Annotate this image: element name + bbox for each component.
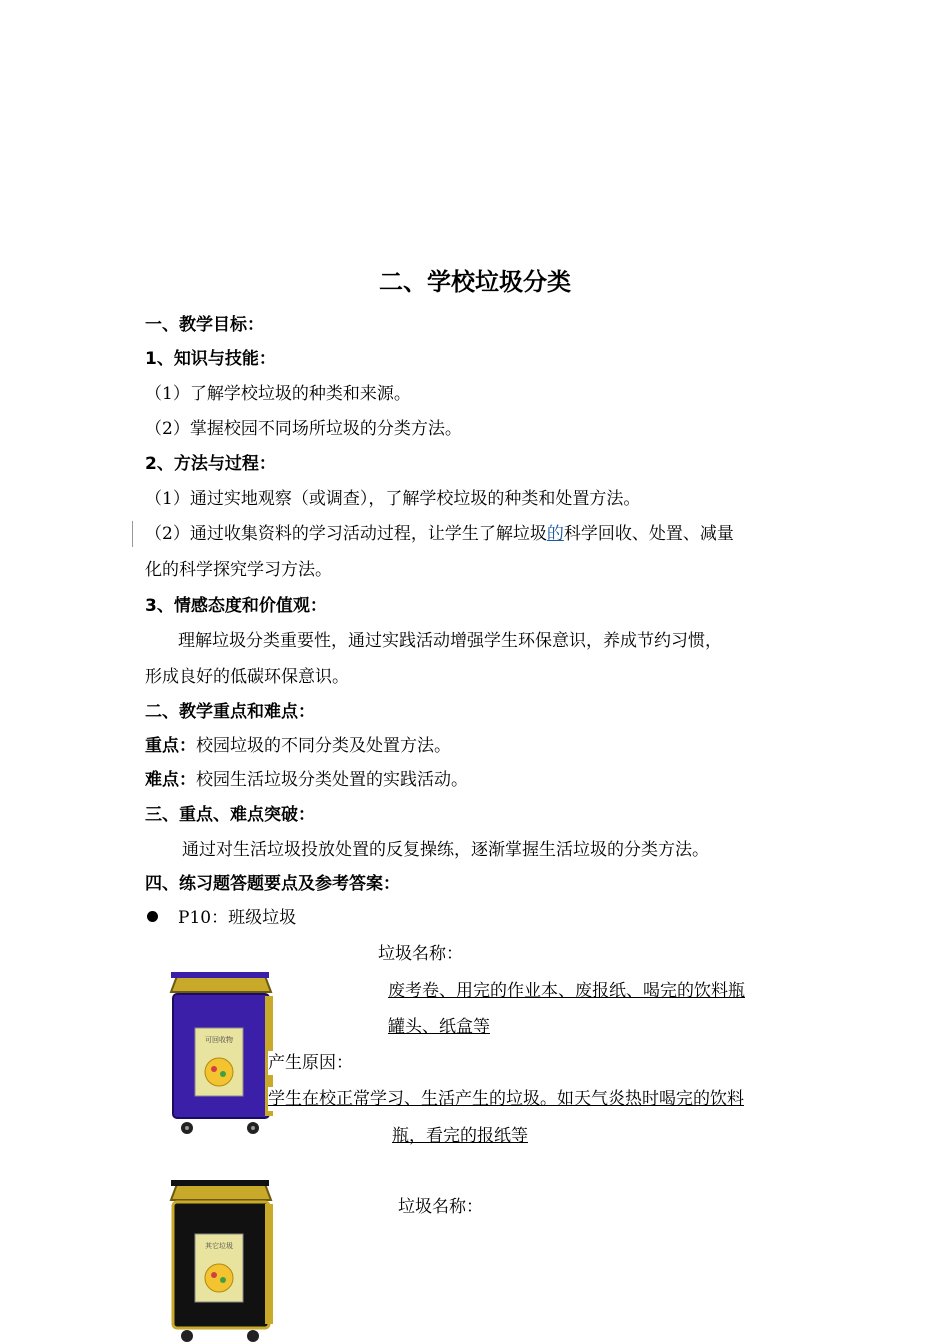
- bin1-reason-label: 产生原因：: [268, 1053, 353, 1073]
- bin1-reason-line2: 瓶，看完的报纸等: [392, 1126, 528, 1146]
- other-waste-bin-icon: [165, 1178, 277, 1344]
- knowledge-item-2: （2）掌握校园不同场所垃圾的分类方法。: [145, 419, 462, 439]
- breakthrough-heading: 三、重点、难点突破：: [145, 805, 315, 825]
- bin1-name-line2-text: 罐头、纸盒等: [388, 1017, 490, 1037]
- recycling-bin-icon: [165, 970, 277, 1140]
- page-title: 二、学校垃圾分类: [379, 268, 571, 296]
- blank-underline: [490, 1015, 684, 1039]
- key-heading: 二、教学重点和难点：: [145, 702, 315, 722]
- bin1-reason-line1: 学生在校正常学习、生活产生的垃圾。如天气炎热时喝完的饮料: [268, 1089, 744, 1109]
- attitude-heading: 3、情感态度和价值观：: [145, 596, 327, 616]
- difficult-label: 难点：: [145, 770, 196, 790]
- attitude-text-1: 理解垃圾分类重要性，通过实践活动增强学生环保意识，养成节约习惯，: [178, 631, 722, 651]
- method-item-2-link[interactable]: 的: [546, 524, 564, 544]
- knowledge-heading: 1、知识与技能：: [145, 349, 276, 369]
- key-label: 重点：: [145, 736, 196, 756]
- bullet-text: P10：班级垃圾: [178, 908, 297, 928]
- exercise-heading: 四、练习题答题要点及参考答案：: [145, 874, 400, 894]
- method-item-2: [145, 522, 734, 546]
- method-item-2-end: 科学回收、处置、减量: [563, 524, 734, 544]
- revision-bar: [132, 521, 133, 547]
- bin1-name-line1: 废考卷、用完的作业本、废报纸、喝完的饮料瓶: [388, 981, 745, 1001]
- knowledge-item-1: （1）了解学校垃圾的种类和来源。: [145, 384, 411, 404]
- difficult-point: [145, 768, 468, 792]
- method-item-1: （1）通过实地观察（或调查），了解学校垃圾的种类和处置方法。: [145, 489, 641, 509]
- bin1-sign: 可回收物: [205, 1036, 233, 1044]
- method-heading: 2、方法与过程：: [145, 454, 276, 474]
- key-point: [145, 734, 451, 758]
- objectives-heading: 一、教学目标：: [145, 315, 264, 335]
- bin1-name-label: 垃圾名称：: [378, 944, 463, 964]
- difficult-text: 校园生活垃圾分类处置的实践活动。: [196, 770, 468, 790]
- bin2-sign: 其它垃圾: [205, 1242, 233, 1250]
- attitude-text-2: 形成良好的低碳环保意识。: [145, 667, 349, 687]
- bullet-icon: [147, 911, 158, 922]
- key-text: 校园垃圾的不同分类及处置方法。: [196, 736, 451, 756]
- bin1-name-line2: [388, 1015, 684, 1039]
- method-item-2-cont: 化的科学探究学习方法。: [145, 560, 332, 580]
- method-item-2-start: （2）通过收集资料的学习活动过程，让学生了解垃圾: [145, 524, 547, 544]
- breakthrough-text: 通过对生活垃圾投放处置的反复操练，逐渐掌握生活垃圾的分类方法。: [182, 840, 709, 860]
- bin2-name-label: 垃圾名称：: [398, 1197, 483, 1217]
